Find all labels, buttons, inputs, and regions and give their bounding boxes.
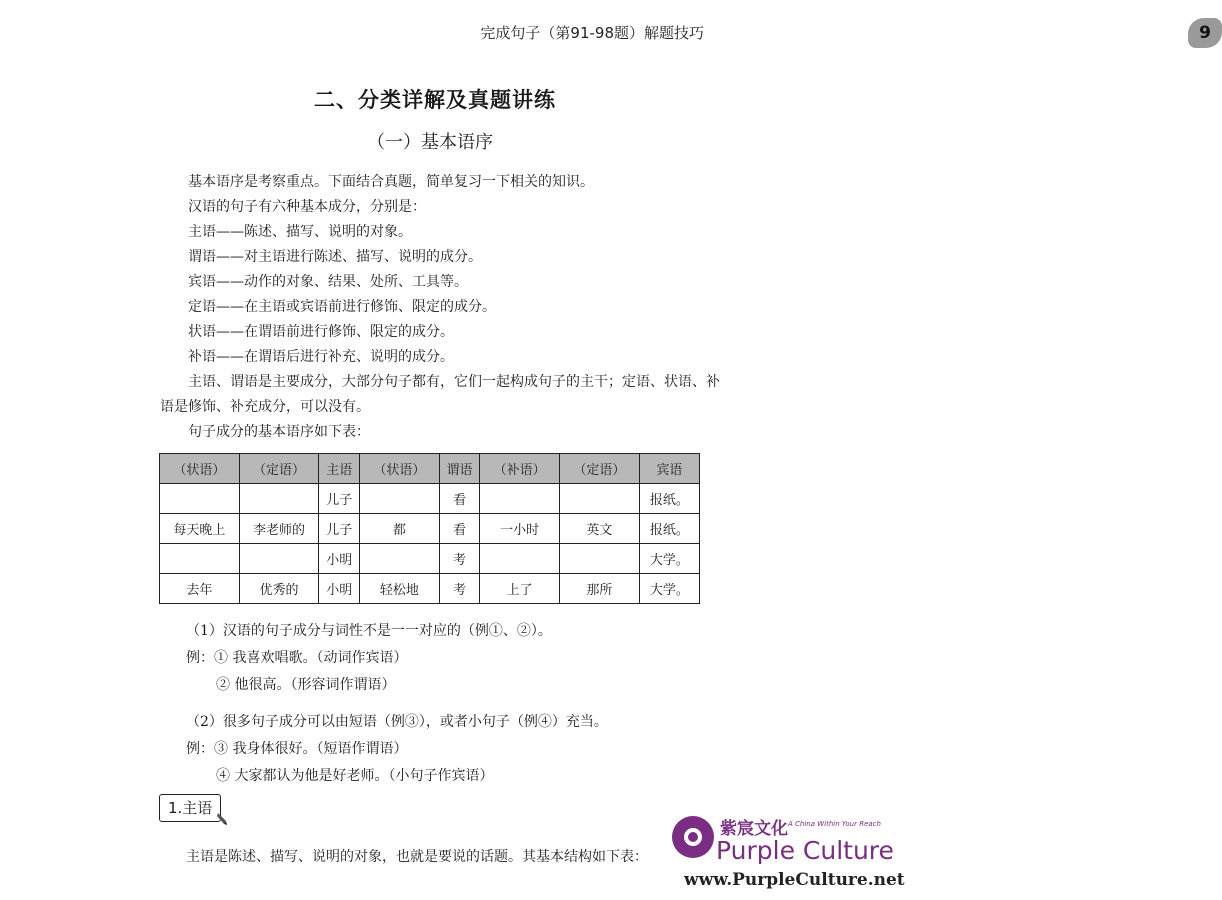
table-cell: 小明: [319, 574, 360, 604]
table-cell: 小明: [319, 544, 360, 574]
table-cell: 都: [360, 514, 440, 544]
table-header-cell: 谓语: [439, 454, 480, 484]
table-cell: 英文: [560, 514, 640, 544]
note-1: （1）汉语的句子成分与词性不是一一对应的（例①、②）。: [186, 623, 552, 639]
section-title: 二、分类详解及真题讲练: [314, 88, 556, 112]
note-2: （2）很多句子成分可以由短语（例③），或者小句子（例④）充当。: [186, 714, 608, 730]
table-cell: 大学。: [639, 544, 699, 574]
page-number-badge: 9: [1188, 18, 1222, 48]
table-cell: 考: [439, 544, 480, 574]
table-cell: 上了: [480, 574, 560, 604]
watermark-brand: Purple Culture: [716, 836, 894, 865]
table-cell: [239, 484, 319, 514]
table-cell: 去年: [160, 574, 240, 604]
watermark-url: www.PurpleCulture.net: [684, 870, 905, 890]
table-row: [160, 574, 700, 604]
table-cell: [560, 484, 640, 514]
page-header: [480, 14, 1211, 50]
example-4: ④ 大家都认为他是好老师。（小句子作宾语）: [216, 768, 494, 784]
example-label: 例：: [186, 650, 214, 666]
example-3: ③ 我身体很好。（短语作谓语）: [214, 741, 408, 757]
body-line: 基本语序是考察重点。下面结合真题，简单复习一下相关的知识。: [188, 174, 594, 190]
pencil-icon: [216, 812, 228, 826]
example-line: [186, 736, 706, 763]
subsection-label: 1.主语: [159, 794, 221, 822]
table-cell: 看: [439, 484, 480, 514]
table-header-cell: 主语: [319, 454, 360, 484]
table-cell: [560, 544, 640, 574]
example-line: [186, 645, 706, 672]
table-row: [160, 544, 700, 574]
body-line: 补语——在谓语后进行补充、说明的成分。: [188, 349, 454, 365]
table-cell: [480, 544, 560, 574]
table-intro: 句子成分的基本语序如下表：: [188, 424, 370, 440]
word-order-table: [159, 453, 700, 604]
table-row: [160, 484, 700, 514]
table-cell: 轻松地: [360, 574, 440, 604]
table-header-cell: （补语）: [480, 454, 560, 484]
table-cell: 那所: [560, 574, 640, 604]
table-cell: 优秀的: [239, 574, 319, 604]
table-cell: 大学。: [639, 574, 699, 604]
table-cell: 儿子: [319, 514, 360, 544]
table-header-row: [160, 454, 700, 484]
body-line: 主语——陈述、描写、说明的对象。: [188, 224, 412, 240]
table-header-cell: （定语）: [239, 454, 319, 484]
body-line: 汉语的句子有六种基本成分，分别是：: [188, 199, 426, 215]
publisher-watermark: [664, 808, 905, 898]
example-label: 例：: [186, 741, 214, 757]
table-row: [160, 514, 700, 544]
body-text: [160, 170, 720, 445]
watermark-tagline: A China Within Your Reach: [788, 820, 881, 828]
table-cell: [360, 544, 440, 574]
body-line: 定语——在主语或宾语前进行修饰、限定的成分。: [188, 299, 496, 315]
table-cell: 报纸。: [639, 514, 699, 544]
notes-block: [186, 618, 706, 790]
table-cell: 考: [439, 574, 480, 604]
table-cell: 看: [439, 514, 480, 544]
table-cell: [360, 484, 440, 514]
example-2: ② 他很高。（形容词作谓语）: [216, 677, 396, 693]
table-cell: 一小时: [480, 514, 560, 544]
body-line: 谓语——对主语进行陈述、描写、说明的成分。: [188, 249, 482, 265]
subsection-title: （一）基本语序: [367, 132, 493, 153]
watermark-chinese: 紫宸文化: [720, 819, 788, 839]
table-cell: 李老师的: [239, 514, 319, 544]
table-header-cell: 宾语: [639, 454, 699, 484]
subject-intro-line: 主语是陈述、描写、说明的对象，也就是要说的话题。其基本结构如下表：: [186, 849, 648, 865]
table-cell: [160, 484, 240, 514]
table-cell: 每天晚上: [160, 514, 240, 544]
table-cell: 儿子: [319, 484, 360, 514]
table-cell: 报纸。: [639, 484, 699, 514]
body-line: 宾语——动作的对象、结果、处所、工具等。: [188, 274, 468, 290]
purple-culture-logo-icon: [670, 814, 716, 860]
table-header-cell: （状语）: [160, 454, 240, 484]
example-1: ① 我喜欢唱歌。（动词作宾语）: [214, 650, 408, 666]
body-line: 状语——在谓语前进行修饰、限定的成分。: [188, 324, 454, 340]
chapter-title: 完成句子（第91-98题）解题技巧: [480, 24, 704, 42]
table-cell: [160, 544, 240, 574]
body-paragraph: 主语、谓语是主要成分，大部分句子都有，它们一起构成句子的主干；定语、状语、补语是修饰、补充成分，可以没有。: [160, 374, 720, 415]
table-header-cell: （状语）: [360, 454, 440, 484]
table-cell: [239, 544, 319, 574]
table-cell: [480, 484, 560, 514]
table-header-cell: （定语）: [560, 454, 640, 484]
